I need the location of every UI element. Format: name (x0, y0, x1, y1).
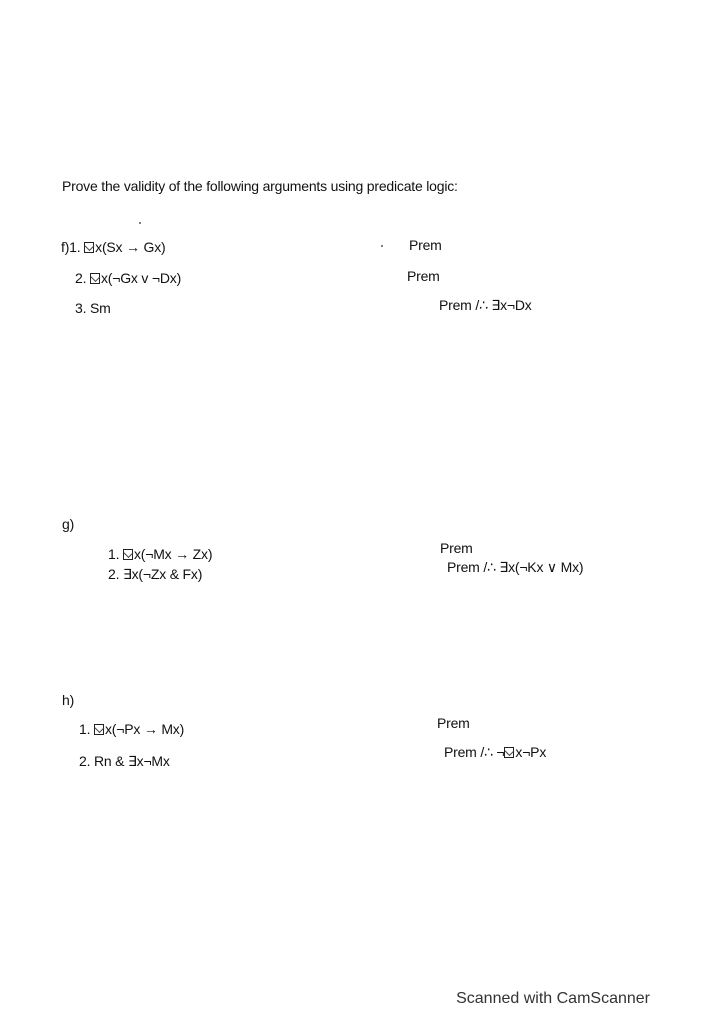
problem-g-line-2 (108, 566, 202, 582)
universal-quantifier-box-icon (123, 549, 133, 560)
justification-suffix: x¬Px (515, 744, 547, 760)
scanner-watermark: Scanned with CamScanner (456, 990, 650, 1007)
universal-quantifier-box-icon (90, 273, 100, 284)
formula: x(¬Mx → Zx) (133, 546, 213, 562)
line-number: 1. (79, 721, 91, 737)
problem-f-line-3 (75, 300, 111, 316)
line-number: 2. (108, 566, 120, 582)
problem-h-label: h) (62, 692, 75, 708)
formula: x(Sx → Gx) (95, 239, 166, 255)
problem-f-line-2 (75, 270, 181, 286)
problem-f-justification-1: Prem (409, 237, 442, 253)
problem-f-justification-3: Prem /∴ ∃x¬Dx (439, 297, 532, 313)
line-number: 3. (75, 300, 87, 316)
universal-quantifier-box-icon (94, 724, 104, 735)
formula: ∃x(¬Zx & Fx) (122, 566, 203, 582)
line-number: 2. (75, 270, 87, 286)
problem-f-justification-2: Prem (407, 268, 440, 284)
formula: Sm (89, 300, 111, 316)
problem-g-justification-2: Prem /∴ ∃x(¬Kx ∨ Mx) (447, 559, 584, 575)
formula: x(¬Px → Mx) (104, 721, 185, 737)
problem-h-justification-1: Prem (437, 715, 470, 731)
problem-h-line-2 (79, 753, 170, 769)
problem-f-line-1 (61, 239, 165, 255)
problem-g-justification-1: Prem (440, 540, 473, 556)
problem-h-justification-2 (444, 744, 546, 760)
line-number: 1. (108, 546, 120, 562)
problem-g-line-1 (108, 546, 212, 562)
scan-speck (139, 222, 141, 224)
universal-quantifier-box-icon (84, 242, 94, 253)
problem-label: f) (61, 239, 70, 255)
problem-g-label: g) (62, 516, 75, 532)
justification-prefix: Prem /∴ ¬ (444, 744, 505, 760)
line-number: 1. (69, 239, 81, 255)
universal-quantifier-box-icon (504, 747, 514, 758)
formula: Rn & ∃x¬Mx (93, 753, 170, 769)
scan-speck (381, 245, 383, 247)
problem-h-line-1 (79, 721, 184, 737)
formula: x(¬Gx v ¬Dx) (100, 270, 182, 286)
instructions-heading: Prove the validity of the following arguments using predicate logic: (62, 178, 458, 194)
line-number: 2. (79, 753, 91, 769)
